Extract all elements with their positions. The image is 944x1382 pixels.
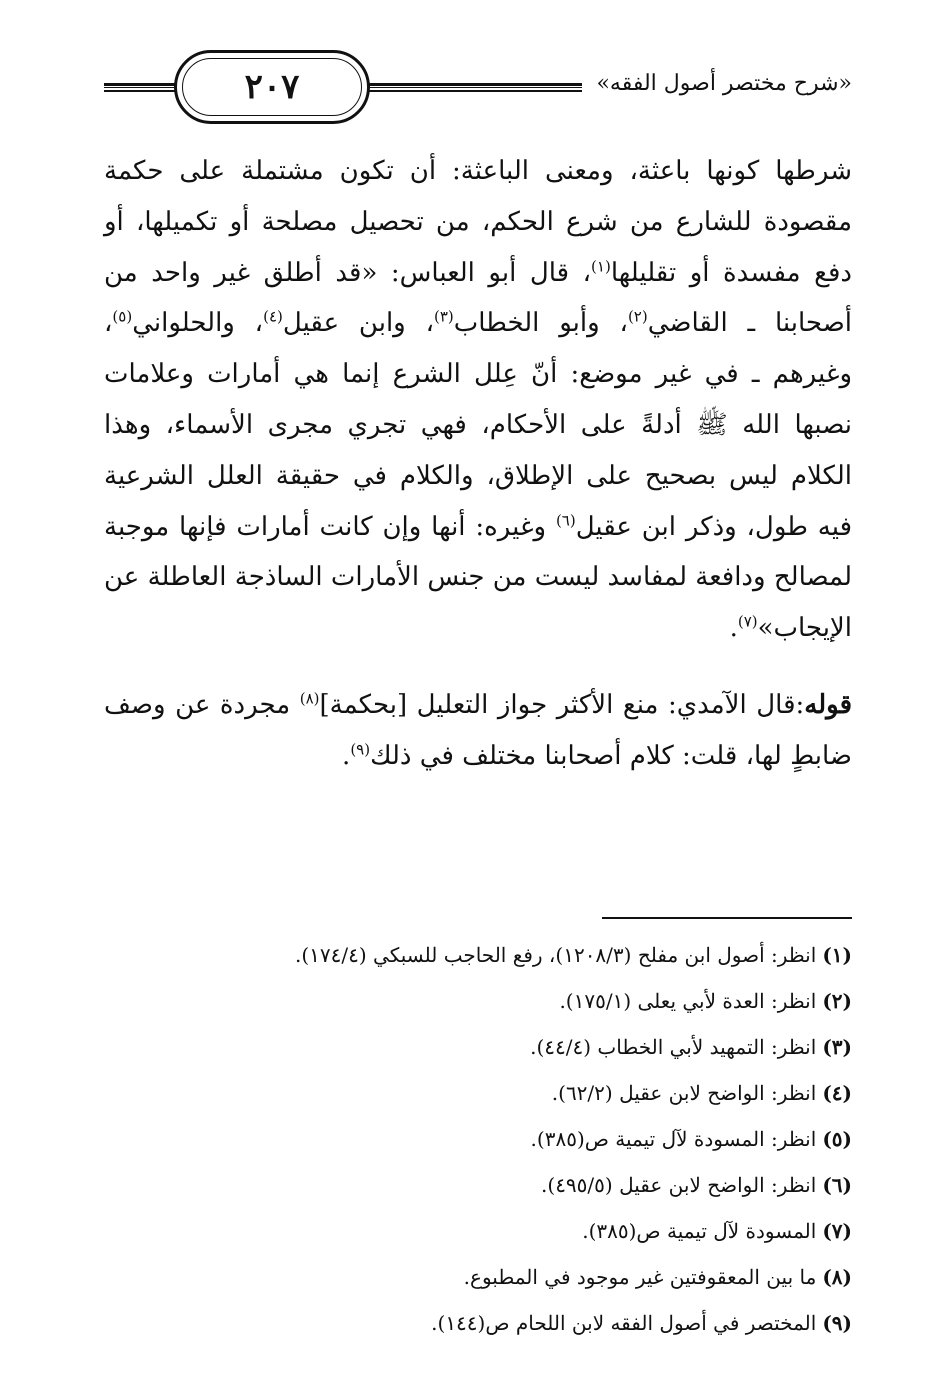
page-number-frame — [174, 50, 370, 124]
footnote-item — [92, 1208, 852, 1254]
footnote-item — [92, 1254, 852, 1300]
footnote-ref-3: (٣) — [433, 307, 454, 326]
footnote-text: انظر: الواضح لابن عقيل (٦٢/٢). — [551, 1081, 817, 1105]
footnote-ref-7: (٧) — [737, 612, 758, 631]
footnote-text: انظر: العدة لأبي يعلى (١٧٥/١). — [559, 989, 817, 1013]
footnote-text: انظر: المسودة لآل تيمية ص(٣٨٥). — [530, 1127, 817, 1151]
text-segment: . — [729, 613, 738, 644]
footnote-item — [92, 1070, 852, 1116]
footnote-text: المختصر في أصول الفقه لابن اللحام ص(١٤٤). — [431, 1311, 817, 1335]
footnote-ref-8: (٨) — [299, 689, 320, 708]
text-segment: :قال الآمدي: منع الأكثر جواز التعليل [بحكمة] — [319, 689, 805, 720]
footnote-number: (٩) — [822, 1311, 852, 1335]
page-number: ٢٠٧ — [244, 67, 300, 107]
footnote-item — [92, 978, 852, 1024]
footnote-item — [92, 1300, 852, 1346]
text-segment: مجردة عن وصف ضابطٍ لها، قلت: كلام أصحابنا مختلف في ذلك — [104, 689, 852, 771]
footnote-number: (٧) — [822, 1219, 852, 1243]
paragraph-2 — [104, 680, 852, 782]
paragraph-1 — [104, 146, 852, 654]
footnote-number: (٢) — [822, 989, 852, 1013]
footnote-text: انظر: الواضح لابن عقيل (٤٩٥/٥). — [541, 1173, 817, 1197]
footnote-ref-6: (٦) — [555, 510, 576, 529]
text-segment: ، قال أبو العباس: «قد أطلق غير واحد من أصحابنا ـ القاضي — [104, 257, 853, 339]
footnote-ref-1: (١) — [591, 256, 611, 275]
footnote-number: (٥) — [822, 1127, 852, 1151]
footnote-number: (٨) — [822, 1265, 852, 1289]
footnote-number: (١) — [822, 943, 852, 967]
footnote-ref-9: (٩) — [350, 740, 371, 759]
footnotes-list — [92, 932, 852, 1346]
footnote-item — [92, 1162, 852, 1208]
text-segment: ، وأبو الخطاب — [453, 308, 628, 339]
footnote-text: انظر: أصول ابن مفلح (١٢٠٨/٣)، رفع الحاجب للسبكي (١٧٤/٤). — [294, 943, 817, 967]
footnote-ref-5: (٥) — [112, 307, 133, 326]
footnote-number: (٣) — [822, 1035, 852, 1059]
main-text — [104, 146, 852, 782]
footnote-number: (٤) — [822, 1081, 852, 1105]
footnote-text: ما بين المعقوفتين غير موجود في المطبوع. — [463, 1265, 817, 1289]
text-segment: وغيره: أنها وإن كانت أمارات فإنها موجبة لمصالح ودافعة لمفاسد ليست من جنس الأمارات الساذجة العاطلة عن الإيجاب» — [104, 511, 852, 644]
page-header — [104, 50, 852, 124]
footnote-item — [92, 1024, 852, 1070]
footnote-separator — [602, 917, 852, 919]
text-segment: ، والحلواني — [132, 308, 264, 339]
footnote-number: (٦) — [822, 1173, 852, 1197]
footnote-text: المسودة لآل تيمية ص(٣٨٥). — [582, 1219, 817, 1243]
footnote-text: انظر: التمهيد لأبي الخطاب (٤٤/٤). — [530, 1035, 817, 1059]
footnote-item — [92, 932, 852, 978]
footnote-ref-2: (٢) — [627, 307, 648, 326]
keyword-qawluh: قوله — [804, 689, 853, 720]
text-segment: . — [342, 740, 351, 771]
footnote-item — [92, 1116, 852, 1162]
running-title: «شرح مختصر أصول الفقه» — [582, 64, 852, 104]
text-segment: ، وغيرهم ـ في غير موضع: أنّ عِلل الشرع إنما هي أمارات وعلامات نصبها الله ﷺ أدلةً على الأحكام، فهي تجري مجرى الأسماء، وهذا الكلام ليس بصحيح على الإطلاق، والكلام في حقيقة العلل الشرعية فيه طول، وذكر ابن عقيل — [104, 308, 852, 542]
text-segment: شرطها كونها باعثة، ومعنى الباعثة: أن تكون مشتملة على حكمة مقصودة للشارع من شرع الحكم، من تحصيل مصلحة أو تكميلها، أو دفع مفسدة أو تقليلها — [104, 156, 852, 288]
text-segment: ، وابن عقيل — [282, 308, 434, 339]
footnote-ref-4: (٤) — [263, 307, 283, 326]
